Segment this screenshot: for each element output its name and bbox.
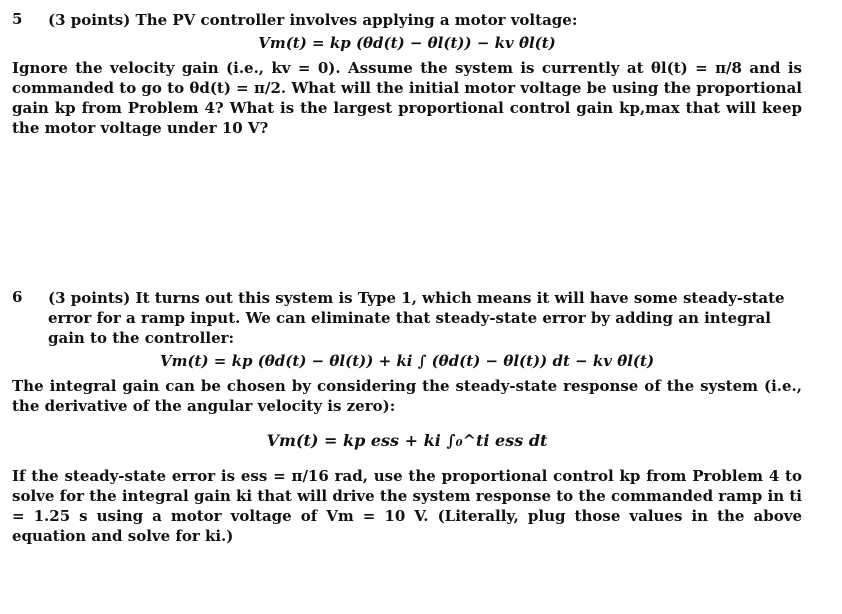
problem-heading: (3 points) It turns out this system is Type 1, which means it will have some steady-state error for a ramp input. We can eliminate that steady-state error by adding an integral gain to the controller:	[48, 289, 785, 347]
problem-5	[12, 10, 802, 138]
problem-number: 5	[12, 10, 23, 28]
problem-6	[12, 288, 802, 546]
problem-body: Ignore the velocity gain (i.e., kv = 0). Assume the system is currently at θl(t) = π/8 and is commanded to go to θd(t) = π/2. What will the initial motor voltage be using the proportional gain kp from Problem 4? What is the largest proportional control gain kp,max that will keep the motor voltage under 10 V?	[12, 59, 802, 137]
steady-state-equation: Vm(t) = kp ess + ki ∫₀^ti ess dt	[266, 431, 548, 450]
voltage-equation: Vm(t) = kp (θd(t) − θl(t)) − kv θ̇l(t)	[258, 34, 556, 52]
problem-heading: (3 points) The PV controller involves applying a motor voltage:	[48, 11, 578, 29]
problem-middle-text: The integral gain can be chosen by considering the steady-state response of the system (i.e., the derivative of the angular velocity is zero):	[12, 377, 802, 415]
pid-equation: Vm(t) = kp (θd(t) − θl(t)) + ki ∫ (θd(t) − θl(t)) dt − kv θ̇l(t)	[159, 352, 655, 370]
problem-body: If the steady-state error is ess = π/16 rad, use the proportional control kp from Problem 4 to solve for the integral gain ki that will drive the system response to the commanded ramp in ti = 1.25 s using a motor voltage of Vm = 10 V. (Literally, plug those values in the above equation and solve for ki.)	[12, 467, 802, 545]
problem-number: 6	[12, 288, 23, 306]
